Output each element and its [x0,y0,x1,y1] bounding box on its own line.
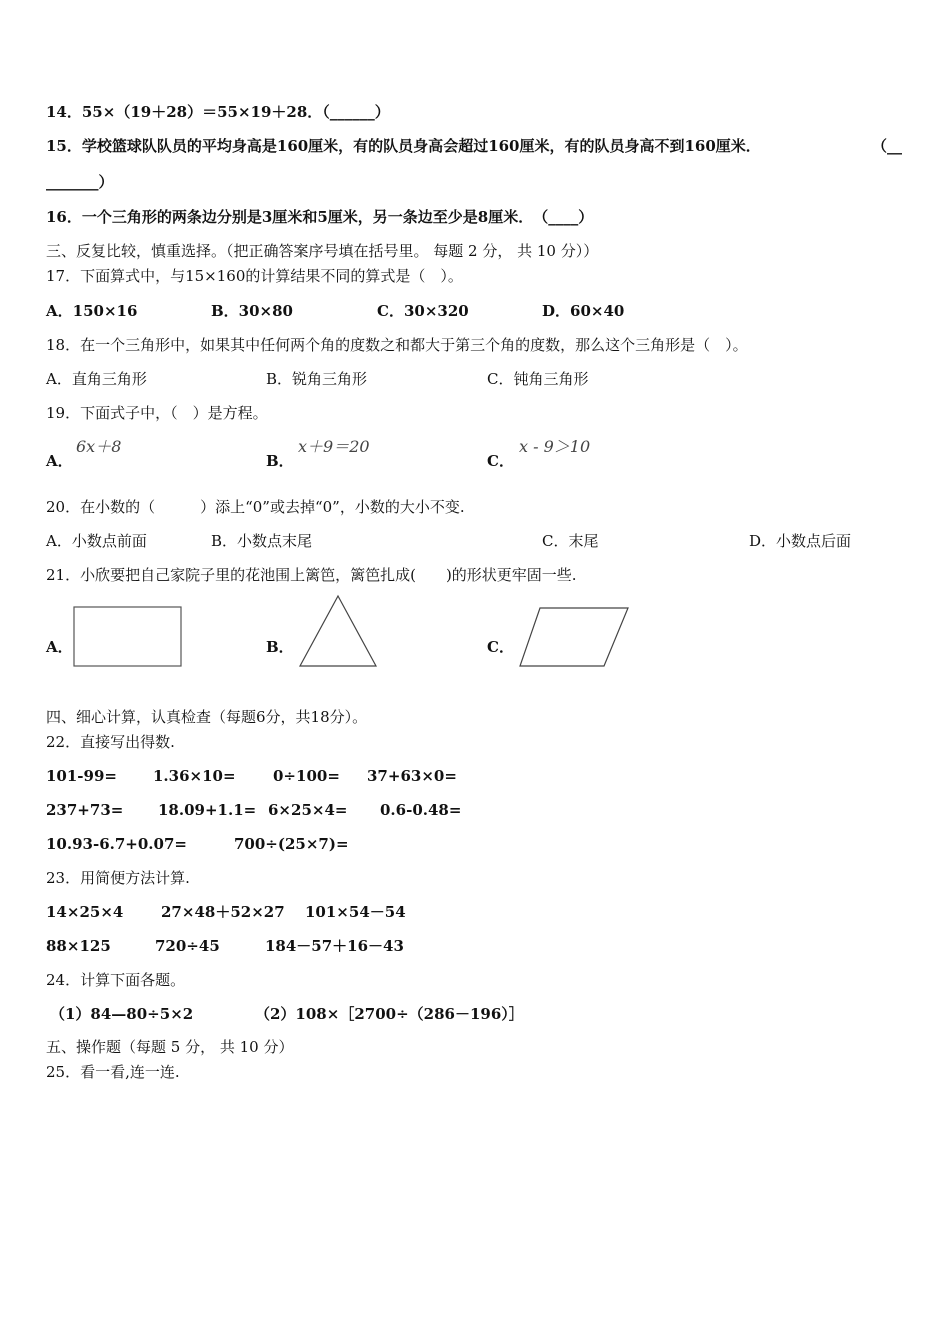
question-20-stem: 20．在小数的（ ）添上“0”或去掉“0”，小数的大小不变. [46,498,465,516]
expression: 88×125 [46,937,111,955]
answer-blank: （__ [872,137,903,155]
expression: 1.36×10= [153,767,236,785]
section-4-heading: 四、细心计算，认真检查（每题6分，共18分）。 [46,708,368,726]
expression: 0÷100= [273,767,340,785]
option-b: B．30×80 [211,302,293,320]
option-b-label: B． [266,452,294,470]
expression: （2）108×［2700÷（286－196）］ [255,1005,524,1023]
expression: 10.93-6.7+0.07= [46,835,187,853]
question-22-stem: 22．直接写出得数. [46,733,175,751]
option-c-label: C． [487,638,514,656]
option-b-label: B． [266,638,294,656]
expression: 18.09+1.1= [158,801,257,819]
question-24-stem: 24．计算下面各题。 [46,971,186,989]
question-19-stem: 19．下面式子中，（ ）是方程。 [46,404,268,422]
option-b-expression: x＋9＝20 [298,437,370,456]
section-3-heading: 三、反复比较，慎重选择。（把正确答案序号填在括号里。 每题 2 分， 共 10 分）） [46,242,599,260]
option-d: D．小数点后面 [749,532,852,550]
question-23-stem: 23．用简便方法计算. [46,869,190,887]
expression: 27×48＋52×27 [161,903,285,921]
question-17-stem: 17．下面算式中，与15×160的计算结果不同的算式是（ ）。 [46,267,463,285]
question-21-stem: 21．小欣要把自己家院子里的花池围上篱笆，篱笆扎成( )的形状更牢固一些. [46,566,577,584]
expression: 101-99= [46,767,117,785]
option-d: D．60×40 [542,302,625,320]
option-b: B．小数点末尾 [211,532,313,550]
expression: 6×25×4= [268,801,348,819]
question-25-stem: 25．看一看,连一连. [46,1063,180,1081]
option-a: A．150×16 [46,302,138,320]
answer-blank-continued: _______） [46,173,114,191]
triangle-figure [296,592,380,670]
expression: 720÷45 [155,937,220,955]
expression: 101×54－54 [305,903,406,921]
option-a-label: A． [46,638,73,656]
question-18-stem: 18．在一个三角形中，如果其中任何两个角的度数之和都大于第三个角的度数，那么这个三角形是（ ）。 [46,336,748,354]
option-a: A．小数点前面 [46,532,147,550]
option-c: C．钝角三角形 [487,370,589,388]
expression: 37+63×0= [367,767,457,785]
expression: （1）84—80÷5×2 [50,1005,194,1023]
option-c: C．末尾 [542,532,599,550]
expression: 700÷(25×7)= [234,835,349,853]
option-a-label: A． [46,452,73,470]
question-14: 14．55×（19＋28）＝55×19＋28．（______） [46,103,390,121]
question-16: 16．一个三角形的两条边分别是3厘米和5厘米，另一条边至少是8厘米． （____） [46,208,594,226]
expression: 184－57＋16－43 [265,937,404,955]
option-a-expression: 6x＋8 [76,437,122,456]
rectangle-figure [72,604,184,670]
question-15: 15．学校篮球队队员的平均身高是160厘米，有的队员身高会超过160厘米，有的队员身高不到160厘米． [46,137,761,155]
option-b: B．锐角三角形 [266,370,368,388]
expression: 14×25×4 [46,903,124,921]
section-5-heading: 五、操作题（每题 5 分， 共 10 分） [46,1038,294,1056]
option-c: C．30×320 [377,302,469,320]
option-a: A．直角三角形 [46,370,147,388]
expression: 0.6-0.48= [380,801,462,819]
expression: 237+73= [46,801,124,819]
option-c-label: C． [487,452,514,470]
option-c-expression: x - 9＞10 [519,437,591,456]
parallelogram-figure [516,604,632,670]
